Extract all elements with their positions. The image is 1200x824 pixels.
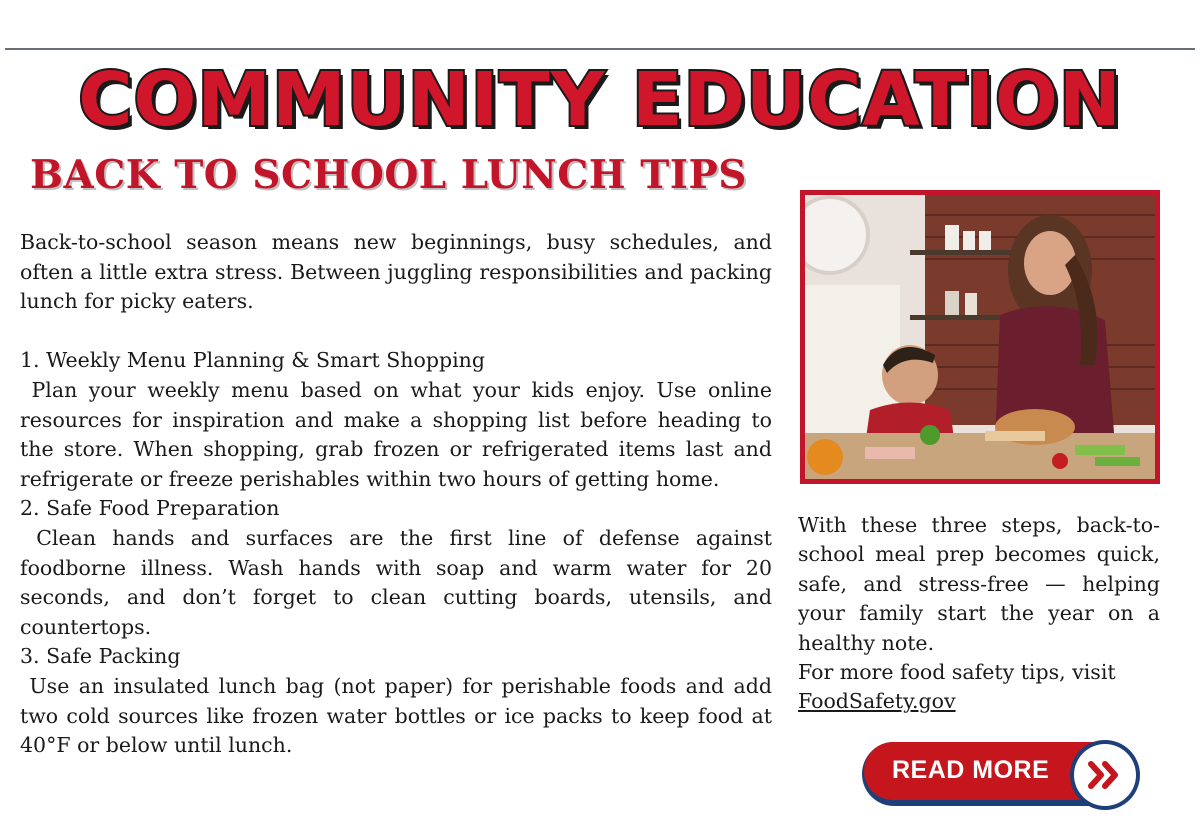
banner-title: COMMUNITY EDUCATION [78,57,1122,143]
kitchen-photo [800,190,1160,484]
step-2-body: Clean hands and surfaces are the first line of defense against foodborne illness. Wash hands with soap and warm water for 20 seconds, and don’t forget to clean cutting boards, utensils, and countertops. [20,525,772,639]
article-body [20,228,772,761]
sidebar-summary: With these three steps, back-to-school meal prep becomes quick, safe, and stress-free — helping your family start the year on a healthy note. [798,513,1160,655]
double-chevron-right-icon [1074,744,1136,806]
read-more-label: READ MORE [892,756,1050,784]
intro-paragraph: Back-to-school season means new beginnings, busy schedules, and often a little extra stress. Between juggling responsibilities and packing lunch for picky eaters. [20,230,772,314]
step-1-body: Plan your weekly menu based on what your kids enjoy. Use online resources for inspiration and make a shopping list before heading to the store. When shopping, grab frozen or refrigerated items last and refrigerate or freeze perishables within two hours of getting home. [20,377,772,491]
page-title: BACK TO SCHOOL LUNCH TIPS [30,152,747,198]
step-1-heading: 1. Weekly Menu Planning & Smart Shopping [20,348,485,373]
step-2-heading: 2. Safe Food Preparation [20,496,280,521]
sidebar-text [798,511,1160,717]
top-divider [5,48,1195,50]
step-3-heading: 3. Safe Packing [20,644,181,669]
read-more-button[interactable] [862,742,1144,808]
step-3-body: Use an insulated lunch bag (not paper) for perishable foods and add two cold sources like frozen water bottles or ice packs to keep food at 40°F or below until lunch. [20,673,772,758]
sidebar-more: For more food safety tips, visit FoodSafety.gov [798,660,1116,714]
foodsafety-link[interactable]: FoodSafety.gov [798,689,956,714]
